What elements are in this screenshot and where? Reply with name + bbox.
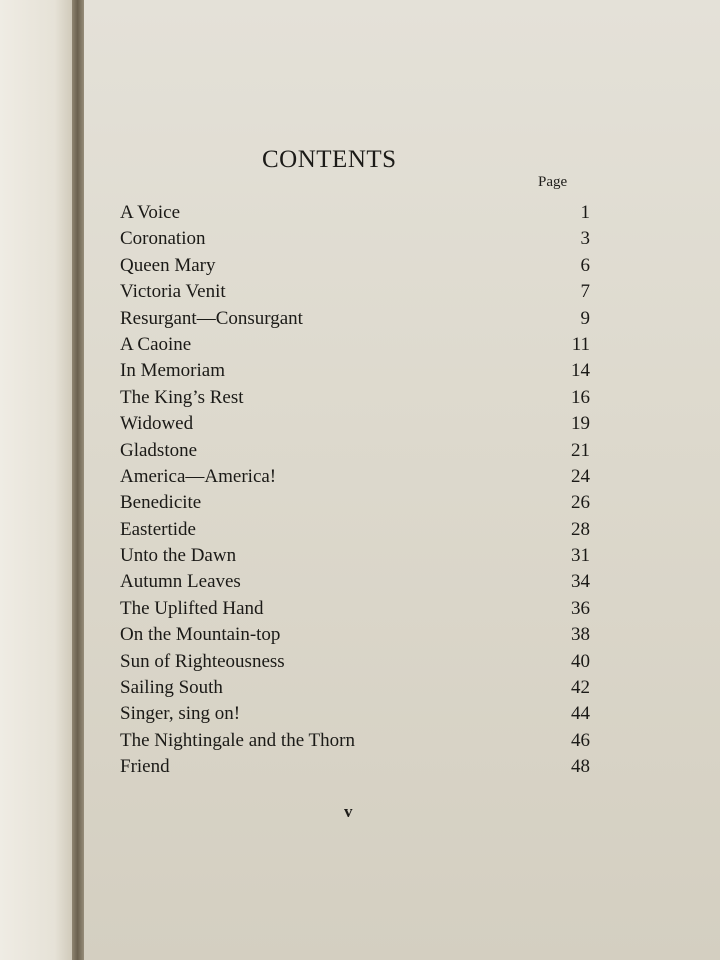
page-column-label: Page (538, 174, 568, 190)
toc-entry (120, 306, 590, 332)
toc-entry (120, 464, 590, 490)
toc-entry-title: Victoria Venit (120, 281, 226, 303)
toc-entry-page: 7 (580, 281, 590, 303)
toc-entry-page: 48 (571, 756, 590, 778)
toc-entry-title: America—America! (120, 465, 277, 487)
toc-entry-title: In Memoriam (120, 360, 226, 382)
toc-entry-page: 26 (571, 492, 590, 514)
toc-entry (120, 675, 590, 701)
toc-entry-page: 40 (571, 650, 590, 672)
toc-entry-page: 24 (571, 465, 590, 487)
toc-entry-title: Queen Mary (120, 254, 216, 276)
toc-entry-title: Friend (120, 756, 170, 778)
toc-entry-page: 44 (571, 703, 590, 725)
toc-entry-title: A Voice (120, 202, 180, 223)
toc-entry-title: Sailing South (120, 677, 223, 699)
toc-entry-page: 11 (571, 333, 590, 355)
toc-entry-title: Eastertide (120, 518, 196, 540)
toc-entry-page: 16 (571, 386, 590, 408)
toc-entry-page: 6 (580, 254, 590, 276)
toc-entry-title: Benedicite (120, 492, 202, 514)
page-title: CONTENTS (262, 146, 397, 173)
toc-entry-page: 31 (571, 545, 590, 567)
facing-page (0, 0, 78, 960)
toc-entry-page: 14 (571, 360, 590, 382)
toc-entry-title: Gladstone (120, 439, 198, 461)
toc-entry (120, 596, 590, 622)
toc-entry (120, 649, 590, 675)
toc-entry-title: Singer, sing on! (120, 703, 241, 725)
toc-entry-title: Widowed (120, 413, 194, 435)
toc-entry-title: Unto the Dawn (120, 545, 237, 567)
toc-entry-title: Sun of Righteousness (120, 650, 285, 672)
toc-entry-page: 28 (571, 518, 590, 540)
toc-entry (120, 622, 590, 648)
toc-entry (120, 543, 590, 569)
toc-entry-title: The Uplifted Hand (120, 597, 264, 619)
toc-entry-page: 36 (571, 597, 590, 619)
toc-entry (120, 253, 590, 279)
toc-entry (120, 279, 590, 305)
toc-entry (120, 569, 590, 595)
toc-entry-page: 21 (571, 439, 590, 461)
toc-entry-title: A Caoine (120, 333, 192, 355)
toc-entry-page: 3 (580, 228, 590, 250)
toc-entry (120, 385, 590, 411)
toc-entry-title: Coronation (120, 228, 206, 250)
toc-entry-title: Resurgant—Consurgant (120, 307, 303, 329)
toc-entry (120, 358, 590, 384)
toc-entry-page: 46 (571, 729, 590, 751)
toc-entry (120, 754, 590, 780)
toc-entry-title: The Nightingale and the Thorn (120, 729, 355, 751)
toc-entry (120, 411, 590, 437)
table-of-contents (120, 200, 590, 781)
toc-entry (120, 701, 590, 727)
toc-entry-page: 42 (571, 677, 590, 699)
toc-entry (120, 332, 590, 358)
toc-entry (120, 517, 590, 543)
toc-entry (120, 438, 590, 464)
toc-entry-title: On the Mountain-top (120, 624, 281, 646)
page-folio: v (344, 802, 353, 821)
toc-entry (120, 226, 590, 252)
toc-entry (120, 200, 590, 226)
toc-entry (120, 728, 590, 754)
toc-entry-page: 34 (571, 571, 590, 593)
toc-entry (120, 490, 590, 516)
toc-entry-page: 9 (580, 307, 590, 329)
toc-entry-page: 19 (571, 413, 590, 435)
toc-entry-title: The King’s Rest (120, 386, 244, 408)
toc-entry-title: Autumn Leaves (120, 571, 241, 593)
toc-entry-page: 38 (571, 624, 590, 646)
toc-entry-page: 1 (580, 202, 590, 223)
